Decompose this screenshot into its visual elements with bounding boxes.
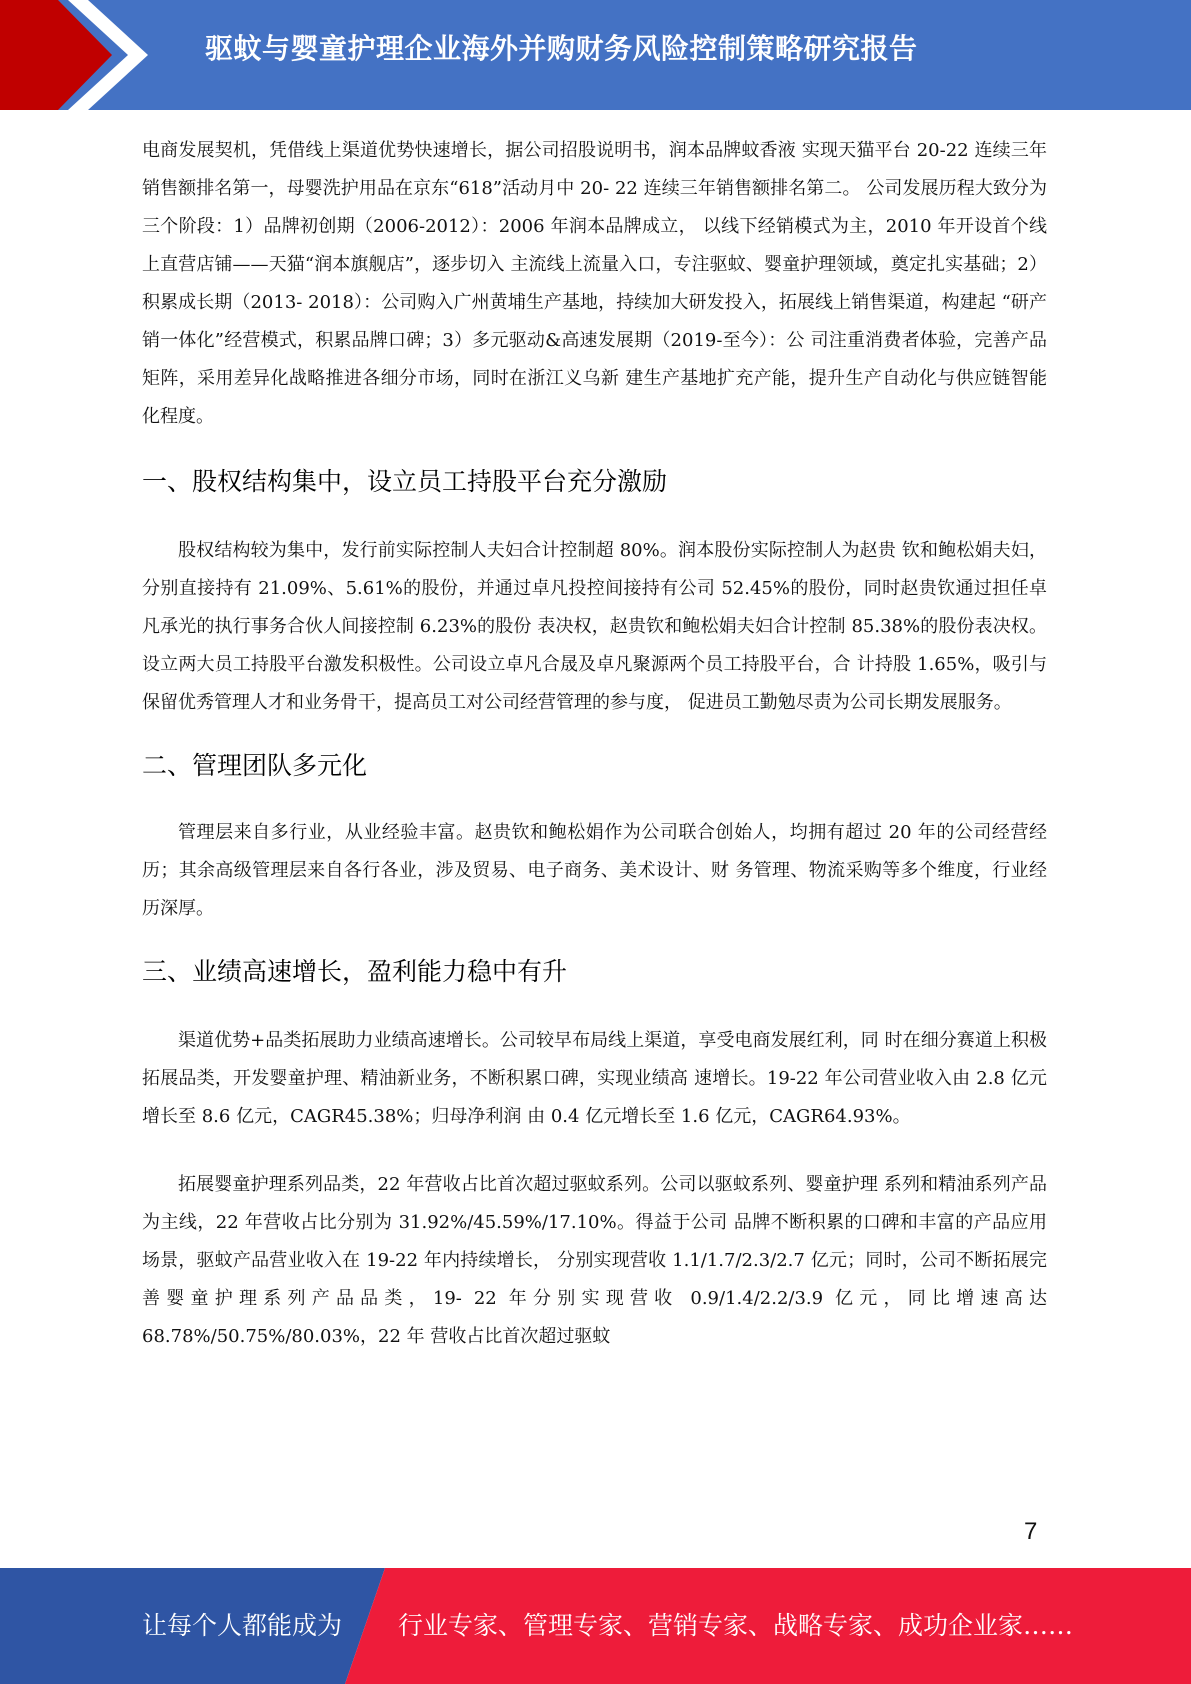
- footer-slogan-right: 行业专家、管理专家、营销专家、战略专家、成功企业家……: [398, 1611, 1074, 1640]
- header-arrow-decoration: [0, 0, 170, 110]
- section-heading-1: 一、股权结构集中，设立员工持股平台充分激励: [142, 467, 668, 496]
- page-number: 7: [1024, 1518, 1038, 1545]
- section-2-paragraph: 管理层来自多行业，从业经验丰富。赵贵钦和鲍松娟作为公司联合创始人，均拥有超过 20 年的公司经营经历；其余高级管理层来自各行各业，涉及贸易、电子商务、美术设计、财 务管理、物流采购等多个维度，行业经历深厚。: [142, 822, 1047, 919]
- section-1-paragraph: 股权结构较为集中，发行前实际控制人夫妇合计控制超 80%。润本股份实际控制人为赵贵 钦和鲍松娟夫妇，分别直接持有 21.09%、5.61%的股份，并通过卓凡投控间接持有公司 52.45%的股份，同时赵贵钦通过担任卓凡承光的执行事务合伙人间接控制 6.23%的股份 表决权，赵贵钦和鲍松娟夫妇合计控制 85.38%的股份表决权。 设立两大员工持股平台激发积极性。公司设立卓凡合晟及卓凡聚源两个员工持股平台，合 计持股 1.65%，吸引与保留优秀管理人才和业务骨干，提高员工对公司经营管理的参与度， 促进员工勤勉尽责为公司长期发展服务。: [142, 540, 1047, 713]
- intro-paragraph: 电商发展契机，凭借线上渠道优势快速增长，据公司招股说明书，润本品牌蚊香液 实现天猫平台 20-22 连续三年销售额排名第一，母婴洗护用品在京东“618”活动月中 20- 22 连续三年销售额排名第二。 公司发展历程大致分为三个阶段：1）品牌初创期（2006-2012）：2006 年润本品牌成立， 以线下经销模式为主，2010 年开设首个线上直营店铺——天猫“润本旗舰店”，逐步切入 主流线上流量入口，专注驱蚊、婴童护理领域，奠定扎实基础；2）积累成长期（2013- 2018）：公司购入广州黄埔生产基地，持续加大研发投入，拓展线上销售渠道，构建起 “研产销一体化”经营模式，积累品牌口碑；3）多元驱动&高速发展期（2019-至今）：公 司注重消费者体验，完善产品矩阵，采用差异化战略推进各细分市场，同时在浙江义乌新 建生产基地扩充产能，提升生产自动化与供应链智能化程度。: [142, 140, 1047, 427]
- header-band: [0, 0, 1191, 110]
- section-3-paragraph-1: 渠道优势+品类拓展助力业绩高速增长。公司较早布局线上渠道，享受电商发展红利，同 时在细分赛道上积极拓展品类，开发婴童护理、精油新业务，不断积累口碑，实现业绩高 速增长。19-22 年公司营业收入由 2.8 亿元增长至 8.6 亿元，CAGR45.38%；归母净利润 由 0.4 亿元增长至 1.6 亿元，CAGR64.93%。: [142, 1030, 1047, 1127]
- section-heading-3: 三、业绩高速增长，盈利能力稳中有升: [142, 957, 568, 986]
- section-heading-2: 二、管理团队多元化: [142, 751, 368, 780]
- document-title: 驱蚊与婴童护理企业海外并购财务风险控制策略研究报告: [205, 32, 918, 65]
- footer-slogan-left: 让每个人都能成为: [142, 1611, 343, 1640]
- section-3-paragraph-2: 拓展婴童护理系列品类，22 年营收占比首次超过驱蚊系列。公司以驱蚊系列、婴童护理 系列和精油系列产品为主线，22 年营收占比分别为 31.92%/45.59%/17.10%。得益于公司 品牌不断积累的口碑和丰富的产品应用场景，驱蚊产品营业收入在 19-22 年内持续增长， 分别实现营收 1.1/1.7/2.3/2.7 亿元；同时，公司不断拓展完善婴童护理系列产品品类，19- 22 年分别实现营收 0.9/1.4/2.2/3.9 亿元，同比增速高达 68.78%/50.75%/80.03%，22 年 营收占比首次超过驱蚊: [142, 1174, 1047, 1347]
- document-body: [142, 132, 1047, 1356]
- footer-band: [0, 1568, 1191, 1684]
